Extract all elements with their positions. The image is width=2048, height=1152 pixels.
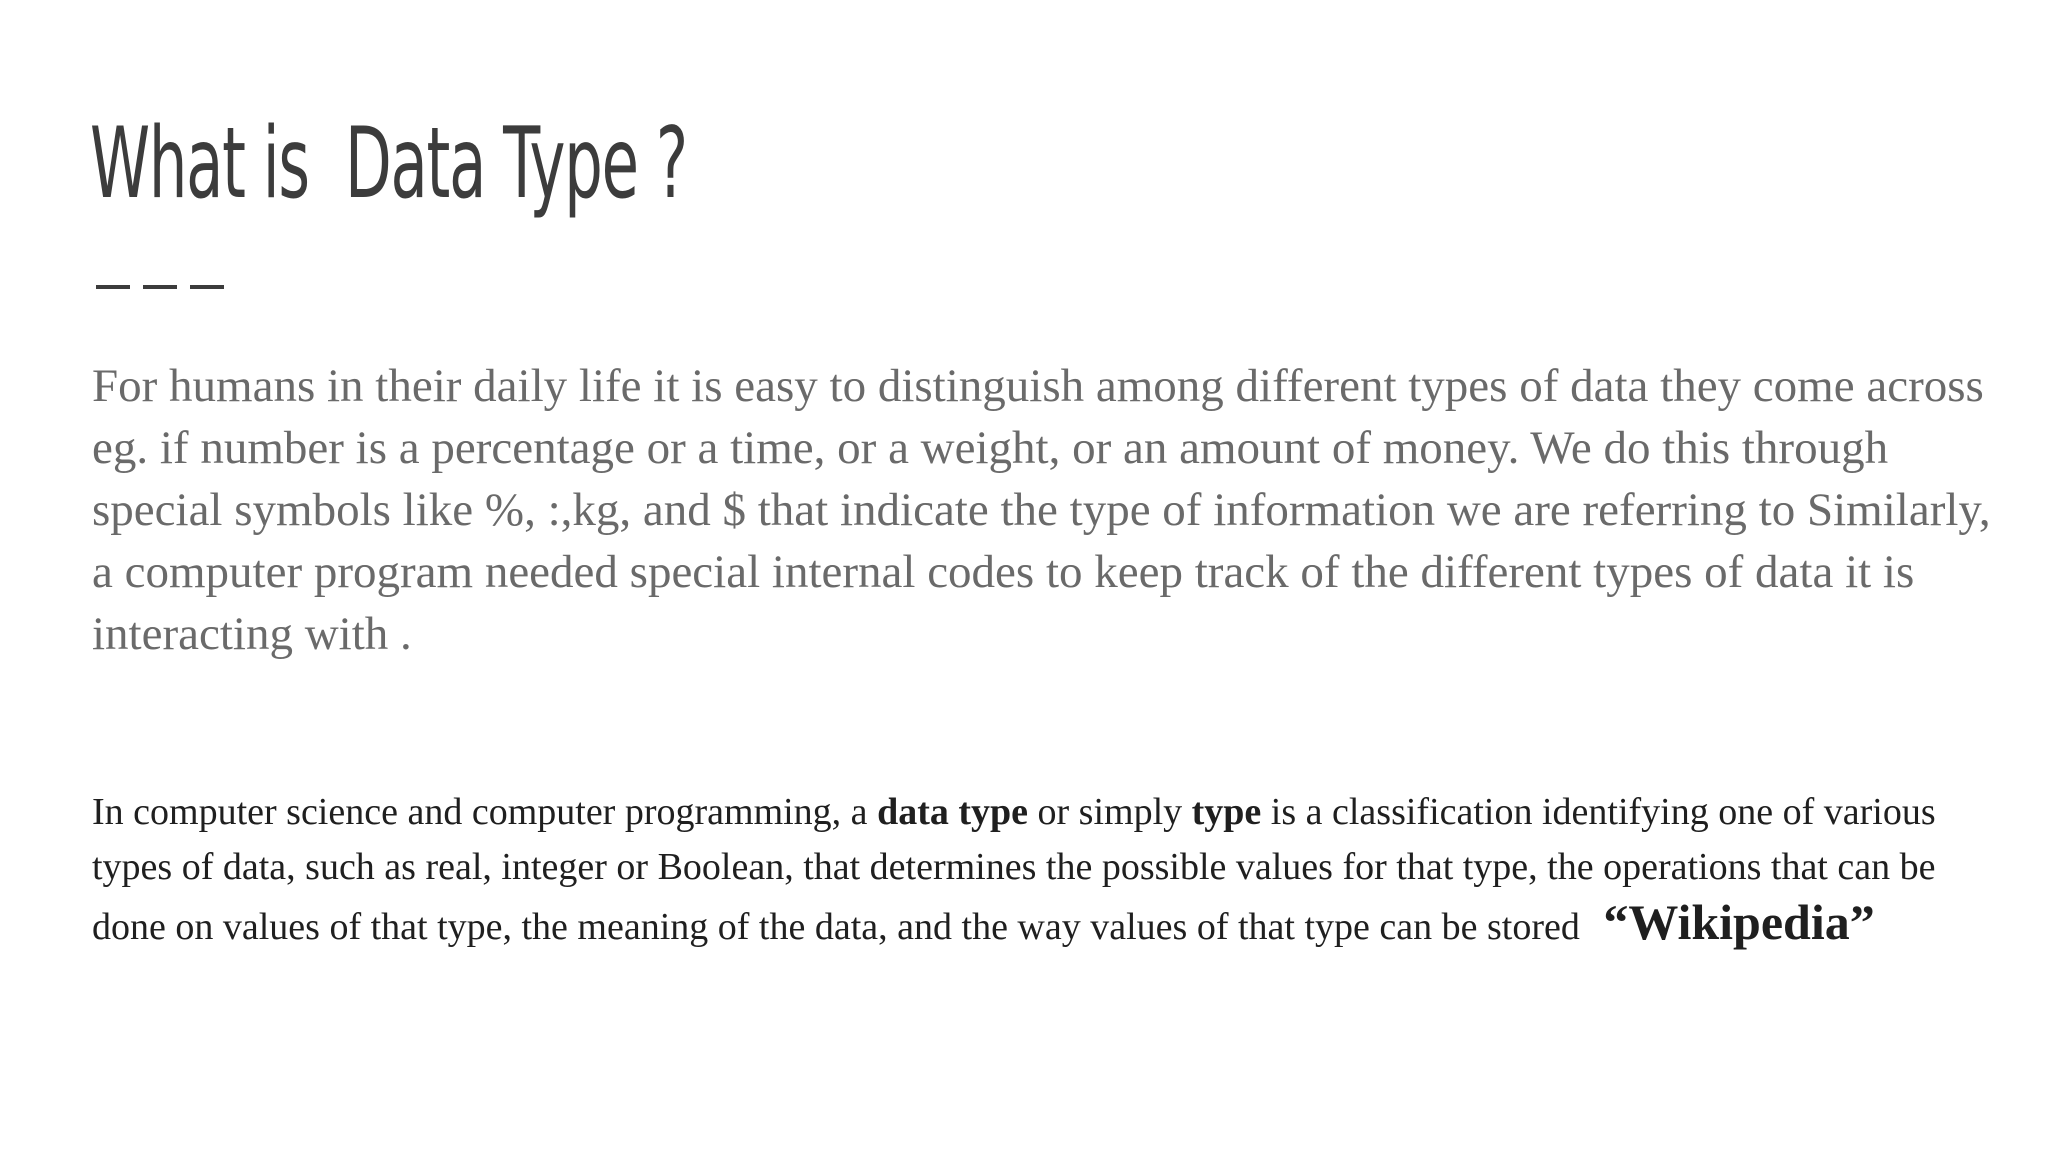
definition-text: In computer science and computer programming, a — [92, 791, 878, 833]
definition-term-type: type — [1191, 791, 1262, 833]
underline-dash — [143, 285, 177, 289]
title-underline — [96, 285, 224, 289]
slide-title: What is Data Type ? — [90, 107, 687, 221]
definition-term-data-type: data type — [877, 791, 1029, 833]
definition-text: or simply — [1028, 791, 1192, 833]
definition-text: is a classification identifying one of various types of data, such as real, integer or Boolean, that determines the possible values for that type, the operations that can be done on values of that type, the meaning of the data, and the way values of that type can be stored — [92, 791, 1936, 948]
underline-dash — [190, 285, 224, 289]
source-citation: “Wikipedia” — [1603, 894, 1875, 950]
intro-paragraph: For humans in their daily life it is easy to distinguish among different types of data they come across eg. if number is a percentage or a time, or a weight, or an amount of money. We do this through special symbols like %, :,kg, and $ that indicate the type of information we are referring to Similarly, a computer program needed special internal codes to keep track of the different types of data it is interacting with . — [92, 360, 1991, 660]
underline-dash — [96, 285, 130, 289]
definition-paragraph — [92, 785, 1992, 955]
